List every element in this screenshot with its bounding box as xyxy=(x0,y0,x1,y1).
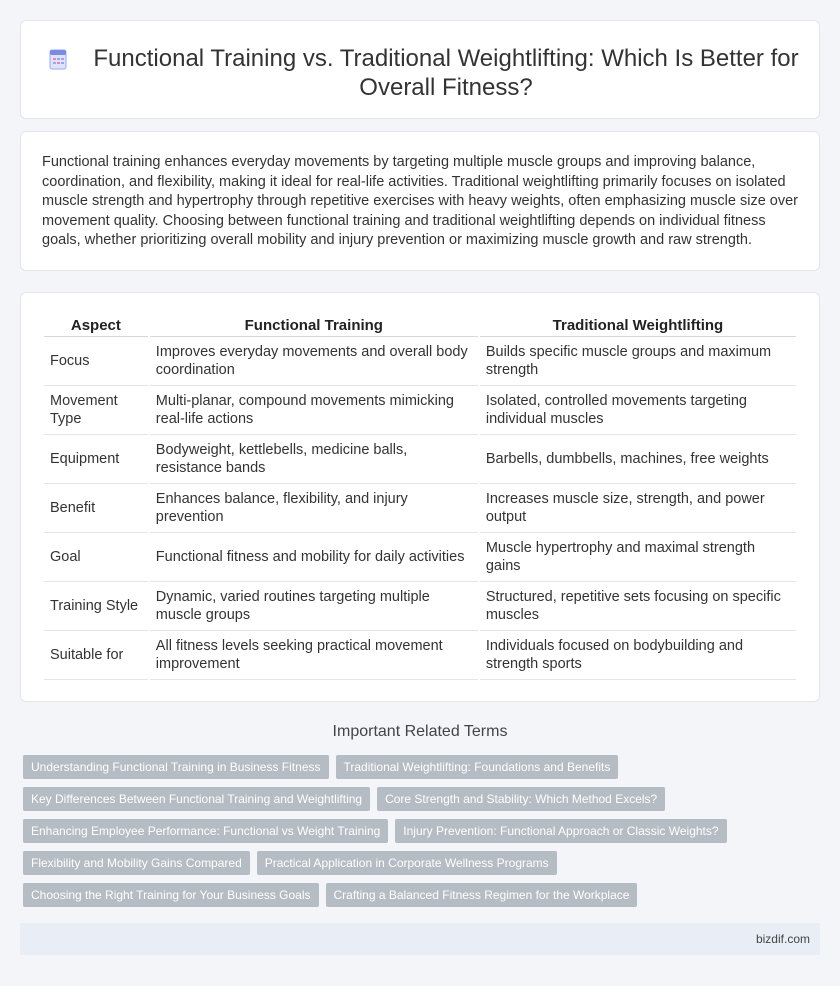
related-terms-title: Important Related Terms xyxy=(332,723,508,740)
table-row xyxy=(44,337,796,386)
related-term-link[interactable]: Traditional Weightlifting: Foundations and Benefits xyxy=(336,755,619,779)
table-row xyxy=(44,582,796,631)
related-term-link[interactable]: Injury Prevention: Functional Approach or Classic Weights? xyxy=(395,819,726,843)
table-cell: Isolated, controlled movements targeting individual muscles xyxy=(480,386,796,435)
table-cell: Bodyweight, kettlebells, medicine balls, resistance bands xyxy=(150,435,478,484)
table-cell: Structured, repetitive sets focusing on specific muscles xyxy=(480,582,796,631)
table-cell: Movement Type xyxy=(44,386,148,435)
table-cell: Barbells, dumbbells, machines, free weights xyxy=(480,435,796,484)
table-cell: Focus xyxy=(44,337,148,386)
table-row xyxy=(44,631,796,680)
table-cell: Training Style xyxy=(44,582,148,631)
table-cell: Improves everyday movements and overall body coordination xyxy=(150,337,478,386)
header-functional-training: Functional Training xyxy=(150,315,478,337)
table-row xyxy=(44,386,796,435)
related-terms-list xyxy=(23,755,823,915)
comparison-table xyxy=(42,315,798,680)
table-cell: Enhances balance, flexibility, and injury prevention xyxy=(150,484,478,533)
intro-paragraph: Functional training enhances everyday movements by targeting multiple muscle groups and improving balance, coordination, and flexibility, making it ideal for real-life activities. Traditional weightlifting primarily focuses on isolated muscle strength and hypertrophy through repetitive exercises with heavy weights, often emphasizing muscle size over movement quality. Choosing between functional training and traditional weightlifting depends on individual fitness goals, whether prioritizing overall mobility and injury prevention or maximizing muscle growth and raw strength. xyxy=(42,154,798,248)
table-cell: Dynamic, varied routines targeting multiple muscle groups xyxy=(150,582,478,631)
table-header-row xyxy=(44,315,796,337)
related-term-link[interactable]: Practical Application in Corporate Wellness Programs xyxy=(257,851,557,875)
table-row xyxy=(44,484,796,533)
table-cell: Individuals focused on bodybuilding and strength sports xyxy=(480,631,796,680)
footer-brand-link[interactable]: bizdif.com xyxy=(755,932,810,946)
related-term-link[interactable]: Crafting a Balanced Fitness Regimen for the Workplace xyxy=(326,883,638,907)
table-cell: Multi-planar, compound movements mimicking real-life actions xyxy=(150,386,478,435)
table-cell: All fitness levels seeking practical movement improvement xyxy=(150,631,478,680)
table-cell: Goal xyxy=(44,533,148,582)
related-term-link[interactable]: Enhancing Employee Performance: Functional vs Weight Training xyxy=(23,819,388,843)
related-term-link[interactable]: Understanding Functional Training in Business Fitness xyxy=(23,755,329,779)
comparison-table-card xyxy=(20,292,820,702)
table-cell: Benefit xyxy=(44,484,148,533)
related-term-link[interactable]: Key Differences Between Functional Training and Weightlifting xyxy=(23,787,370,811)
table-row xyxy=(44,435,796,484)
related-term-link[interactable]: Core Strength and Stability: Which Method Excels? xyxy=(377,787,665,811)
document-icon xyxy=(47,48,69,70)
related-term-link[interactable]: Flexibility and Mobility Gains Compared xyxy=(23,851,250,875)
page-title: Functional Training vs. Traditional Weightlifting: Which Is Better for Overall Fitness? xyxy=(93,45,799,101)
table-cell: Suitable for xyxy=(44,631,148,680)
table-cell: Builds specific muscle groups and maximum strength xyxy=(480,337,796,386)
table-cell: Equipment xyxy=(44,435,148,484)
intro-card xyxy=(20,131,820,271)
header-aspect: Aspect xyxy=(44,315,148,337)
footer xyxy=(20,923,820,955)
header-traditional-weightlifting: Traditional Weightlifting xyxy=(480,315,796,337)
table-cell: Muscle hypertrophy and maximal strength gains xyxy=(480,533,796,582)
table-row xyxy=(44,533,796,582)
table-cell: Increases muscle size, strength, and power output xyxy=(480,484,796,533)
header-card xyxy=(20,20,820,119)
table-cell: Functional fitness and mobility for daily activities xyxy=(150,533,478,582)
related-term-link[interactable]: Choosing the Right Training for Your Business Goals xyxy=(23,883,319,907)
